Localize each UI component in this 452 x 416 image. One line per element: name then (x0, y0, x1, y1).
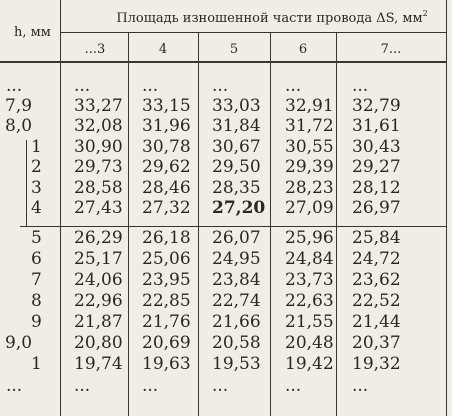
table-cell: 27,09 (285, 198, 334, 218)
table-cell: 23,95 (142, 270, 191, 290)
table-cell: 30,67 (212, 137, 261, 157)
row-h-value: 6 (31, 249, 42, 269)
table-cell: 26,07 (212, 228, 261, 248)
table-cell: 21,44 (352, 312, 401, 332)
table-cell: ... (142, 76, 159, 96)
table-cell: 28,46 (142, 178, 191, 198)
table-cell: 21,55 (285, 312, 334, 332)
row-group-bracket (26, 140, 27, 226)
table-cell: 25,84 (352, 228, 401, 248)
table-cell: 30,78 (142, 137, 191, 157)
table-cell: 19,42 (285, 354, 334, 374)
column-header-4: 6 (298, 42, 308, 57)
row-h-value: 9 (31, 312, 42, 332)
table-cell: 20,58 (212, 333, 261, 353)
table-cell: ... (74, 376, 91, 396)
table-cell: 33,03 (212, 96, 261, 116)
table-cell: 25,17 (74, 249, 123, 269)
row-h-value: 3 (31, 178, 42, 198)
table-cell: ... (212, 376, 229, 396)
row-h-value: 7 (31, 270, 42, 290)
column-header-3: 5 (229, 42, 239, 57)
table-cell: 33,27 (74, 96, 123, 116)
column-group-header (100, 10, 444, 25)
table-cell: 27,43 (74, 198, 123, 218)
table-cell: 23,84 (212, 270, 261, 290)
row-header-label: h, мм (14, 25, 51, 40)
table-cell: 25,96 (285, 228, 334, 248)
group-header-underline (60, 32, 447, 33)
table-cell: 19,32 (352, 354, 401, 374)
table-cell: 28,12 (352, 178, 401, 198)
table-cell: 19,74 (74, 354, 123, 374)
table-cell: 20,48 (285, 333, 334, 353)
column-header-5: 7... (380, 42, 402, 57)
table-cell: 33,15 (142, 96, 191, 116)
table-cell: 23,62 (352, 270, 401, 290)
table-cell: 22,85 (142, 291, 191, 311)
table-cell: 26,29 (74, 228, 123, 248)
table-cell: 21,66 (212, 312, 261, 332)
col-divider-2 (198, 32, 199, 416)
row-h-value: 4 (31, 198, 42, 218)
table-cell: 31,61 (352, 116, 401, 136)
table-cell: 28,58 (74, 178, 123, 198)
table-cell: ... (285, 376, 302, 396)
row-h-value: ... (6, 376, 23, 396)
row-h-value: 9,0 (5, 333, 33, 353)
table-cell: 26,18 (142, 228, 191, 248)
section-divider (20, 226, 447, 227)
table-cell: 20,69 (142, 333, 191, 353)
table-cell: 28,23 (285, 178, 334, 198)
table-cell: 29,27 (352, 157, 401, 177)
table-cell: 22,96 (74, 291, 123, 311)
table-cell: ... (352, 76, 369, 96)
table-cell: 28,35 (212, 178, 261, 198)
row-h-value: 2 (31, 157, 42, 177)
table-cell: ... (212, 76, 229, 96)
column-header-1: ...3 (84, 42, 106, 57)
table-cell: 27,32 (142, 198, 191, 218)
column-group-header-text: Площадь изношенной части провода ΔS, мм (116, 11, 423, 26)
column-header-2: 4 (158, 42, 168, 57)
table-cell: 23,73 (285, 270, 334, 290)
table-cell: 25,06 (142, 249, 191, 269)
table-cell: 31,72 (285, 116, 334, 136)
table-cell: 32,91 (285, 96, 334, 116)
table-cell: 20,37 (352, 333, 401, 353)
row-h-value: ... (6, 76, 23, 96)
table-cell: 24,06 (74, 270, 123, 290)
col-divider-1 (128, 32, 129, 416)
header-bottom-rule (0, 61, 447, 63)
row-h-value: 7,9 (5, 96, 33, 116)
table-cell: 24,72 (352, 249, 401, 269)
column-group-header-sup: 2 (422, 9, 428, 18)
table-cell: 22,74 (212, 291, 261, 311)
table-cell: 30,55 (285, 137, 334, 157)
table-cell: 20,80 (74, 333, 123, 353)
col-divider-4 (336, 32, 337, 416)
table-cell: 21,76 (142, 312, 191, 332)
table-cell: 27,20 (212, 198, 266, 218)
table-cell: 29,73 (74, 157, 123, 177)
table-cell: ... (74, 76, 91, 96)
table-cell: 32,79 (352, 96, 401, 116)
row-h-value: 5 (31, 228, 42, 248)
table-cell: 32,08 (74, 116, 123, 136)
table-cell: 24,95 (212, 249, 261, 269)
table-cell: 30,90 (74, 137, 123, 157)
table-cell: 24,84 (285, 249, 334, 269)
table-cell: ... (285, 76, 302, 96)
table-cell: 22,52 (352, 291, 401, 311)
table-cell: 19,63 (142, 354, 191, 374)
row-h-value: 1 (31, 354, 42, 374)
row-h-value: 8,0 (5, 116, 33, 136)
table-cell: 21,87 (74, 312, 123, 332)
table-cell: ... (352, 376, 369, 396)
row-h-value: 8 (31, 291, 42, 311)
table-cell: ... (142, 376, 159, 396)
row-h-value: 1 (31, 137, 42, 157)
col-divider-3 (270, 32, 271, 416)
table-cell: 31,84 (212, 116, 261, 136)
table-cell: 22,63 (285, 291, 334, 311)
table-cell: 29,62 (142, 157, 191, 177)
table-cell: 31,96 (142, 116, 191, 136)
table-cell: 19,53 (212, 354, 261, 374)
table-cell: 29,50 (212, 157, 261, 177)
table-cell: 26,97 (352, 198, 401, 218)
table-cell: 29,39 (285, 157, 334, 177)
table-cell: 30,43 (352, 137, 401, 157)
